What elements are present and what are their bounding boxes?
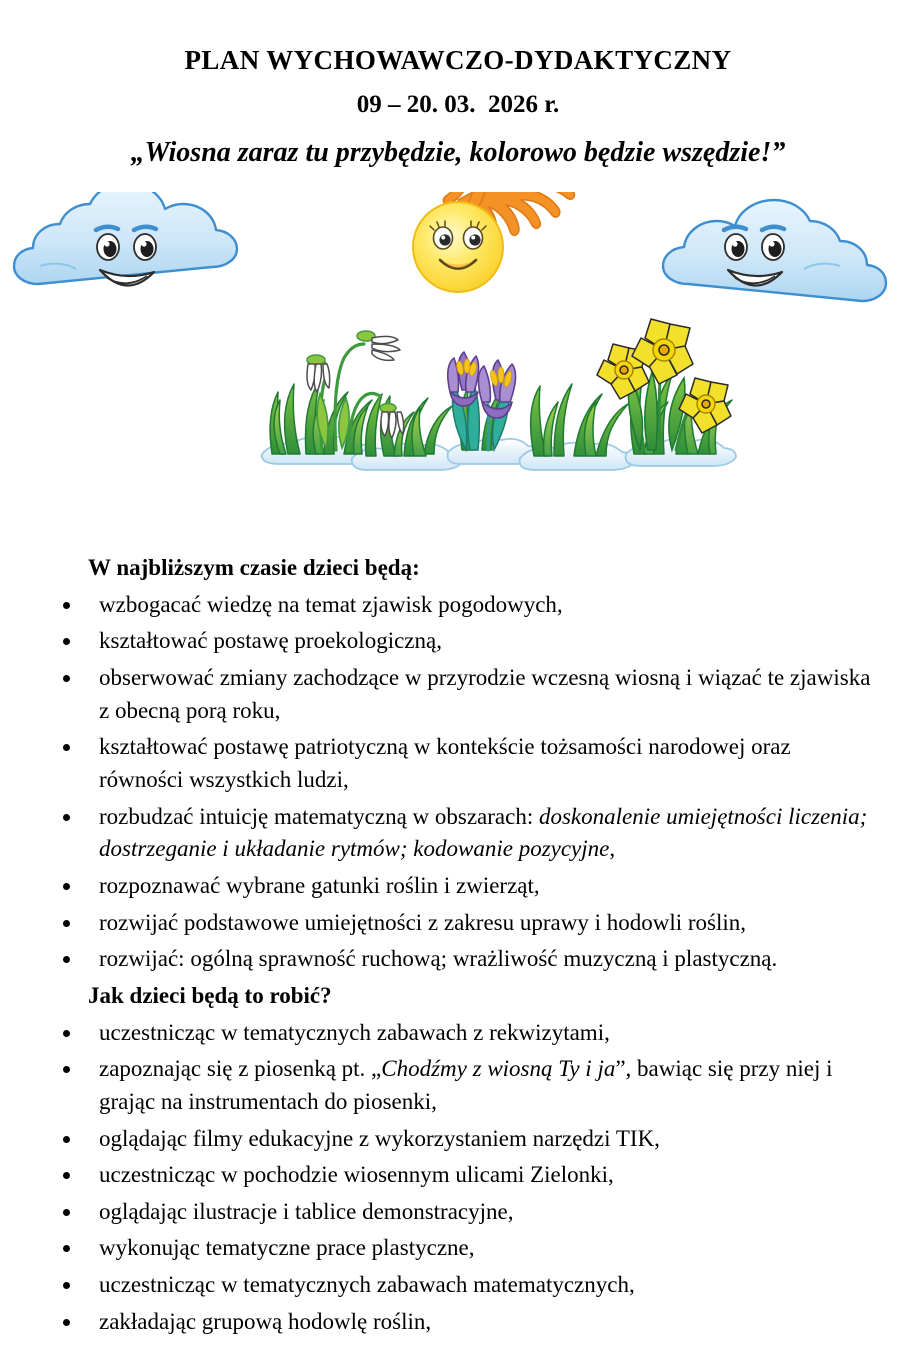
list-item [62, 1232, 872, 1265]
document-body [0, 552, 916, 1342]
smiling-cloud-left [14, 192, 237, 286]
list-item [62, 589, 872, 622]
smiling-sun [413, 192, 589, 292]
list-item-text: oglądając filmy edukacyjne z wykorzystaniem narzędzi TIK, [99, 1125, 660, 1151]
list-item [62, 1159, 872, 1192]
theme-quote: „Wiosna zaraz tu przybędzie, kolorowo będzie wszędzie!” [130, 137, 786, 169]
list-item [62, 1053, 872, 1118]
list-item [62, 662, 872, 727]
list-item-text: uczestnicząc w tematycznych zabawach matematycznych, [99, 1272, 635, 1298]
list-item-text: oglądając ilustracje i tablice demonstracyjne, [99, 1198, 514, 1224]
list-item [62, 1123, 872, 1156]
list-item [62, 801, 872, 866]
list-item [62, 907, 872, 940]
crocus-flowers [448, 352, 516, 450]
grass-with-snow [262, 319, 736, 470]
list-item-text: wzbogacać wiedzę na temat zjawisk pogodowych, [99, 591, 563, 617]
list-item-text: kształtować postawę proekologiczną, [99, 628, 442, 654]
list-item-text: rozbudzać intuicję matematyczną w obszarach: [99, 803, 539, 829]
smiling-cloud-right [663, 200, 886, 301]
list-item-text: wykonując tematyczne prace plastyczne, [99, 1235, 475, 1261]
section-objectives [46, 552, 872, 976]
list-item-text-suffix: , [609, 836, 616, 862]
list-item-text: uczestnicząc w tematycznych zabawach z rekwizytami, [99, 1019, 610, 1045]
list-item-text: rozpoznawać wybrane gatunki roślin i zwierząt, [99, 872, 540, 898]
list-item-text: rozwijać podstawowe umiejętności z zakresu uprawy i hodowli roślin, [99, 909, 747, 935]
list-item [62, 943, 872, 976]
objectives-list [46, 589, 872, 976]
list-item-text: rozwijać: ogólną sprawność ruchową; wrażliwość muzyczną i plastyczną. [99, 946, 778, 972]
document-header [0, 0, 916, 170]
list-item-text-suffix: ”, bawiąc się przy niej i grając na instrumentach do piosenki, [99, 1056, 833, 1114]
list-item-text: zapoznając się z piosenką pt. „ [99, 1056, 382, 1082]
list-item [62, 1306, 872, 1339]
section-methods [46, 980, 872, 1339]
spring-scene-illustration [0, 192, 916, 482]
list-item-text: zakładając grupową hodowlę roślin, [99, 1308, 432, 1334]
section-heading-methods: Jak dzieci będą to robić? [88, 982, 332, 1008]
list-item [62, 870, 872, 903]
list-item-text: obserwować zmiany zachodzące w przyrodzie wczesną wiosną i wiązać te zjawiska z obecną porą roku, [99, 664, 871, 723]
list-item-text: kształtować postawę patriotyczną w kontekście tożsamości narodowej oraz równości wszystkich ludzi, [99, 734, 791, 792]
section-heading-objectives: W najbliższym czasie dzieci będą: [88, 555, 420, 580]
list-item [62, 1017, 872, 1050]
date-range: 09 – 20. 03. 2026 r. [356, 91, 560, 119]
page-title: PLAN WYCHOWAWCZO-DYDAKTYCZNY [184, 45, 732, 75]
list-item [62, 731, 872, 796]
list-item [62, 1269, 872, 1302]
list-item-emphasis: doskonalenie umiejętności liczenia; dostrzeganie i układanie rytmów; kodowanie pozycyjne [99, 803, 868, 862]
methods-list [46, 1017, 872, 1339]
list-item-emphasis: Chodźmy z wiosną Ty i ja [381, 1056, 616, 1082]
list-item [62, 625, 872, 658]
list-item-text: uczestnicząc w pochodzie wiosennym ulicami Zielonki, [99, 1162, 614, 1188]
list-item [62, 1196, 872, 1229]
